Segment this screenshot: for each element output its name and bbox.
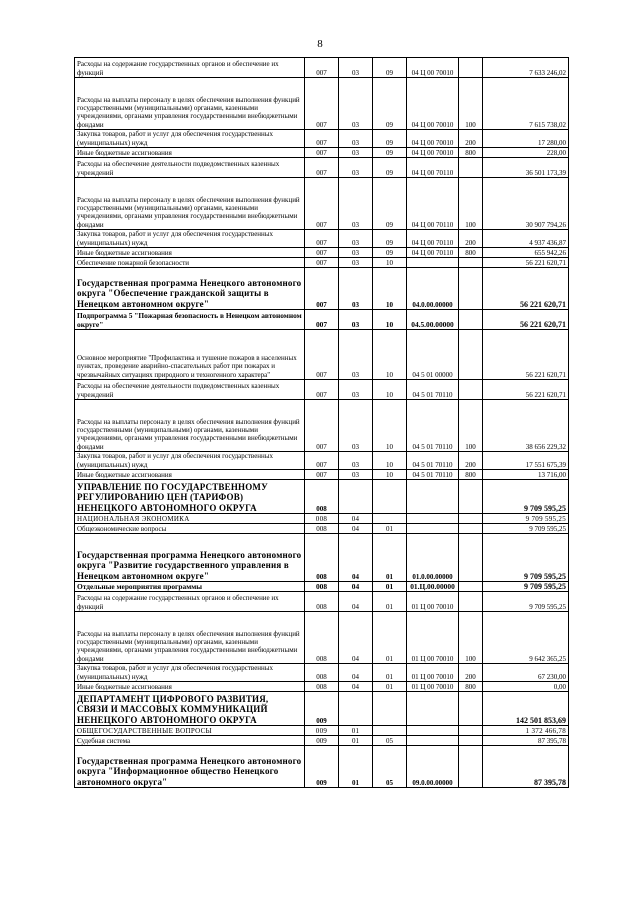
target-article-cell: 04 Ц 00 70110 — [407, 178, 459, 230]
amount-cell: 9 709 595,25 — [483, 524, 569, 534]
ministry-code-cell: 008 — [305, 682, 339, 692]
subsection-code-cell: 01 — [373, 534, 407, 582]
ministry-code-cell: 007 — [305, 452, 339, 470]
section-code-cell: 03 — [339, 178, 373, 230]
ministry-code-cell: 007 — [305, 230, 339, 248]
section-code-cell: 04 — [339, 592, 373, 612]
ministry-code-cell: 007 — [305, 148, 339, 158]
row-name-cell: Расходы на выплаты персоналу в целях обеспечения выполнения функций государственными (муниципальными) органами, казенными учреждениями, органами управления государственными внебюджетными фондами — [75, 612, 305, 664]
target-article-cell — [407, 736, 459, 746]
amount-cell: 87 395,78 — [483, 746, 569, 788]
section-code-cell: 04 — [339, 524, 373, 534]
table-row — [75, 736, 569, 746]
ministry-code-cell: 007 — [305, 400, 339, 452]
row-name-cell: Подпрограмма 5 "Пожарная безопасность в Ненецком автономном округе" — [75, 310, 305, 330]
expense-type-cell: 800 — [459, 148, 483, 158]
row-name-cell: Закупка товаров, работ и услуг для обеспечения государственных (муниципальных) нужд — [75, 230, 305, 248]
expense-type-cell — [459, 746, 483, 788]
table-row — [75, 664, 569, 682]
row-name-cell: УПРАВЛЕНИЕ ПО ГОСУДАРСТВЕННОМУ РЕГУЛИРОВАНИЮ ЦЕН (ТАРИФОВ) НЕНЕЦКОГО АВТОНОМНОГО ОКРУГА — [75, 480, 305, 514]
target-article-cell: 04 5 01 00000 — [407, 330, 459, 380]
amount-cell: 56 221 620,71 — [483, 380, 569, 400]
target-article-cell: 04 Ц 00 70010 — [407, 130, 459, 148]
table-row — [75, 514, 569, 524]
table-row — [75, 682, 569, 692]
table-row — [75, 230, 569, 248]
section-code-cell: 03 — [339, 230, 373, 248]
amount-cell: 142 501 853,69 — [483, 692, 569, 726]
ministry-code-cell: 008 — [305, 534, 339, 582]
expense-type-cell — [459, 310, 483, 330]
expense-type-cell — [459, 524, 483, 534]
amount-cell: 30 907 794,26 — [483, 178, 569, 230]
table-row — [75, 400, 569, 452]
expense-type-cell — [459, 582, 483, 592]
amount-cell: 56 221 620,71 — [483, 258, 569, 268]
amount-cell: 1 372 466,78 — [483, 726, 569, 736]
section-code-cell: 03 — [339, 470, 373, 480]
expense-type-cell — [459, 380, 483, 400]
section-code-cell: 03 — [339, 130, 373, 148]
ministry-code-cell: 007 — [305, 158, 339, 178]
section-code-cell: 03 — [339, 310, 373, 330]
subsection-code-cell: 10 — [373, 330, 407, 380]
table-row — [75, 268, 569, 310]
expense-type-cell: 800 — [459, 248, 483, 258]
amount-cell: 7 633 246,02 — [483, 58, 569, 78]
expense-type-cell — [459, 726, 483, 736]
section-code-cell: 03 — [339, 330, 373, 380]
section-code-cell: 04 — [339, 514, 373, 524]
table-row — [75, 148, 569, 158]
section-code-cell — [339, 692, 373, 726]
subsection-code-cell: 10 — [373, 258, 407, 268]
ministry-code-cell: 008 — [305, 514, 339, 524]
expense-type-cell — [459, 534, 483, 582]
amount-cell: 9 642 365,25 — [483, 612, 569, 664]
ministry-code-cell: 009 — [305, 726, 339, 736]
ministry-code-cell: 007 — [305, 330, 339, 380]
target-article-cell: 01 Ц 00 70010 — [407, 612, 459, 664]
target-article-cell: 04 5 01 70110 — [407, 400, 459, 452]
target-article-cell: 04 Ц 00 70010 — [407, 148, 459, 158]
target-article-cell: 01.0.00.00000 — [407, 534, 459, 582]
row-name-cell: Иные бюджетные ассигнования — [75, 682, 305, 692]
amount-cell: 9 709 595,25 — [483, 534, 569, 582]
table-row — [75, 178, 569, 230]
subsection-code-cell: 10 — [373, 400, 407, 452]
table-row — [75, 480, 569, 514]
table-row — [75, 582, 569, 592]
table-row — [75, 330, 569, 380]
subsection-code-cell: 09 — [373, 148, 407, 158]
subsection-code-cell: 10 — [373, 470, 407, 480]
section-code-cell: 04 — [339, 612, 373, 664]
table-row — [75, 612, 569, 664]
section-code-cell: 04 — [339, 664, 373, 682]
subsection-code-cell: 01 — [373, 592, 407, 612]
ministry-code-cell: 009 — [305, 736, 339, 746]
expense-type-cell: 100 — [459, 612, 483, 664]
subsection-code-cell: 10 — [373, 452, 407, 470]
ministry-code-cell: 007 — [305, 470, 339, 480]
expense-type-cell: 100 — [459, 400, 483, 452]
table-row — [75, 692, 569, 726]
target-article-cell: 01 Ц 00 70010 — [407, 682, 459, 692]
section-code-cell: 03 — [339, 452, 373, 470]
subsection-code-cell: 09 — [373, 78, 407, 130]
target-article-cell — [407, 524, 459, 534]
row-name-cell: Основное мероприятие "Профилактика и тушение пожаров в населенных пунктах, проведение аварийно-спасательных работ при пожарах и чрезвычайных ситуациях природного и техногенного характера" — [75, 330, 305, 380]
section-code-cell: 03 — [339, 78, 373, 130]
subsection-code-cell: 09 — [373, 178, 407, 230]
ministry-code-cell: 007 — [305, 310, 339, 330]
section-code-cell: 04 — [339, 682, 373, 692]
section-code-cell: 03 — [339, 248, 373, 258]
amount-cell: 9 709 595,25 — [483, 480, 569, 514]
table-row — [75, 258, 569, 268]
section-code-cell: 04 — [339, 582, 373, 592]
row-name-cell: Судебная система — [75, 736, 305, 746]
subsection-code-cell: 09 — [373, 58, 407, 78]
target-article-cell: 04 Ц 00 70110 — [407, 248, 459, 258]
table-row — [75, 524, 569, 534]
budget-table — [74, 57, 569, 788]
subsection-code-cell: 10 — [373, 380, 407, 400]
expense-type-cell: 800 — [459, 470, 483, 480]
table-row — [75, 78, 569, 130]
amount-cell: 7 615 738,02 — [483, 78, 569, 130]
section-code-cell: 01 — [339, 736, 373, 746]
target-article-cell: 04 5 01 70110 — [407, 380, 459, 400]
ministry-code-cell: 007 — [305, 58, 339, 78]
section-code-cell — [339, 480, 373, 514]
target-article-cell: 04 Ц 00 70110 — [407, 230, 459, 248]
table-row — [75, 726, 569, 736]
row-name-cell: Общеэкономические вопросы — [75, 524, 305, 534]
table-row — [75, 452, 569, 470]
table-row — [75, 380, 569, 400]
amount-cell: 228,00 — [483, 148, 569, 158]
target-article-cell: 04.5.00.00000 — [407, 310, 459, 330]
subsection-code-cell: 01 — [373, 524, 407, 534]
page-number: 8 — [317, 38, 323, 50]
row-name-cell: Государственная программа Ненецкого автономного округа "Развитие государственного управления в Ненецком автономном округе" — [75, 534, 305, 582]
row-name-cell: Расходы на содержание государственных органов и обеспечение их функций — [75, 592, 305, 612]
row-name-cell: ДЕПАРТАМЕНТ ЦИФРОВОГО РАЗВИТИЯ, СВЯЗИ И МАССОВЫХ КОММУНИКАЦИЙ НЕНЕЦКОГО АВТОНОМНОГО ОКРУГА — [75, 692, 305, 726]
amount-cell: 9 709 595,25 — [483, 582, 569, 592]
ministry-code-cell: 009 — [305, 692, 339, 726]
target-article-cell — [407, 692, 459, 726]
section-code-cell: 03 — [339, 268, 373, 310]
subsection-code-cell: 09 — [373, 158, 407, 178]
expense-type-cell — [459, 692, 483, 726]
row-name-cell: Закупка товаров, работ и услуг для обеспечения государственных (муниципальных) нужд — [75, 664, 305, 682]
target-article-cell — [407, 726, 459, 736]
table-body — [75, 58, 569, 788]
ministry-code-cell: 008 — [305, 612, 339, 664]
expense-type-cell — [459, 330, 483, 380]
row-name-cell: ОБЩЕГОСУДАРСТВЕННЫЕ ВОПРОСЫ — [75, 726, 305, 736]
row-name-cell: Отдельные мероприятия программы — [75, 582, 305, 592]
row-name-cell: Государственная программа Ненецкого автономного округа "Обеспечение гражданской защиты в Ненецком автономном округе" — [75, 268, 305, 310]
expense-type-cell: 200 — [459, 130, 483, 148]
amount-cell: 9 709 595,25 — [483, 514, 569, 524]
amount-cell: 9 709 595,25 — [483, 592, 569, 612]
section-code-cell: 03 — [339, 380, 373, 400]
subsection-code-cell: 01 — [373, 682, 407, 692]
amount-cell: 56 221 620,71 — [483, 330, 569, 380]
subsection-code-cell: 10 — [373, 268, 407, 310]
target-article-cell: 04 Ц 00 70010 — [407, 78, 459, 130]
table-row — [75, 592, 569, 612]
table-row — [75, 158, 569, 178]
subsection-code-cell: 05 — [373, 736, 407, 746]
ministry-code-cell: 008 — [305, 664, 339, 682]
table-row — [75, 58, 569, 78]
section-code-cell: 03 — [339, 400, 373, 452]
ministry-code-cell: 007 — [305, 78, 339, 130]
section-code-cell: 03 — [339, 58, 373, 78]
expense-type-cell: 200 — [459, 664, 483, 682]
subsection-code-cell: 01 — [373, 612, 407, 664]
amount-cell: 87 395,78 — [483, 736, 569, 746]
subsection-code-cell: 09 — [373, 248, 407, 258]
section-code-cell: 03 — [339, 158, 373, 178]
target-article-cell — [407, 258, 459, 268]
amount-cell: 38 656 229,32 — [483, 400, 569, 452]
target-article-cell: 04 Ц 00 70110 — [407, 158, 459, 178]
ministry-code-cell: 008 — [305, 524, 339, 534]
subsection-code-cell — [373, 514, 407, 524]
ministry-code-cell: 008 — [305, 592, 339, 612]
subsection-code-cell — [373, 692, 407, 726]
row-name-cell: Иные бюджетные ассигнования — [75, 148, 305, 158]
amount-cell: 13 716,00 — [483, 470, 569, 480]
ministry-code-cell: 007 — [305, 258, 339, 268]
target-article-cell: 09.0.00.00000 — [407, 746, 459, 788]
row-name-cell: НАЦИОНАЛЬНАЯ ЭКОНОМИКА — [75, 514, 305, 524]
row-name-cell: Обеспечение пожарной безопасности — [75, 258, 305, 268]
row-name-cell: Иные бюджетные ассигнования — [75, 248, 305, 258]
amount-cell: 67 230,00 — [483, 664, 569, 682]
section-code-cell: 01 — [339, 746, 373, 788]
subsection-code-cell: 01 — [373, 582, 407, 592]
table-row — [75, 248, 569, 258]
subsection-code-cell — [373, 726, 407, 736]
subsection-code-cell: 10 — [373, 310, 407, 330]
table-row — [75, 746, 569, 788]
row-name-cell: Расходы на выплаты персоналу в целях обеспечения выполнения функций государственными (муниципальными) органами, казенными учреждениями, органами управления государственными внебюджетными фондами — [75, 178, 305, 230]
target-article-cell: 01 Ц 00 70010 — [407, 664, 459, 682]
expense-type-cell: 100 — [459, 178, 483, 230]
row-name-cell: Государственная программа Ненецкого автономного округа "Информационное общество Ненецкого автономного округа" — [75, 746, 305, 788]
subsection-code-cell: 01 — [373, 664, 407, 682]
expense-type-cell — [459, 480, 483, 514]
row-name-cell: Расходы на содержание государственных органов и обеспечение их функций — [75, 58, 305, 78]
amount-cell: 56 221 620,71 — [483, 268, 569, 310]
ministry-code-cell: 007 — [305, 380, 339, 400]
row-name-cell: Закупка товаров, работ и услуг для обеспечения государственных (муниципальных) нужд — [75, 452, 305, 470]
ministry-code-cell: 007 — [305, 130, 339, 148]
row-name-cell: Расходы на выплаты персоналу в целях обеспечения выполнения функций государственными (муниципальными) органами, казенными учреждениями, органами управления государственными внебюджетными фондами — [75, 400, 305, 452]
amount-cell: 4 937 436,87 — [483, 230, 569, 248]
amount-cell: 0,00 — [483, 682, 569, 692]
subsection-code-cell — [373, 480, 407, 514]
target-article-cell: 04 Ц 00 70010 — [407, 58, 459, 78]
expense-type-cell: 200 — [459, 452, 483, 470]
table-row — [75, 470, 569, 480]
expense-type-cell — [459, 258, 483, 268]
table-row — [75, 534, 569, 582]
row-name-cell: Расходы на выплаты персоналу в целях обеспечения выполнения функций государственными (муниципальными) органами, казенными учреждениями, органами управления государственными внебюджетными фондами — [75, 78, 305, 130]
section-code-cell: 03 — [339, 148, 373, 158]
amount-cell: 655 942,26 — [483, 248, 569, 258]
section-code-cell: 03 — [339, 258, 373, 268]
ministry-code-cell: 008 — [305, 480, 339, 514]
expense-type-cell — [459, 514, 483, 524]
row-name-cell: Закупка товаров, работ и услуг для обеспечения государственных (муниципальных) нужд — [75, 130, 305, 148]
target-article-cell: 04 5 01 70110 — [407, 470, 459, 480]
expense-type-cell: 200 — [459, 230, 483, 248]
expense-type-cell: 800 — [459, 682, 483, 692]
amount-cell: 17 280,00 — [483, 130, 569, 148]
section-code-cell: 01 — [339, 726, 373, 736]
table-row — [75, 130, 569, 148]
target-article-cell: 01 Ц 00 70010 — [407, 592, 459, 612]
amount-cell: 36 501 173,39 — [483, 158, 569, 178]
table-row — [75, 310, 569, 330]
expense-type-cell — [459, 268, 483, 310]
subsection-code-cell: 09 — [373, 230, 407, 248]
ministry-code-cell: 007 — [305, 248, 339, 258]
row-name-cell: Расходы на обеспечение деятельности подведомственных казенных учреждений — [75, 158, 305, 178]
expense-type-cell — [459, 592, 483, 612]
expense-type-cell — [459, 58, 483, 78]
target-article-cell — [407, 514, 459, 524]
subsection-code-cell: 09 — [373, 130, 407, 148]
expense-type-cell: 100 — [459, 78, 483, 130]
row-name-cell: Иные бюджетные ассигнования — [75, 470, 305, 480]
target-article-cell: 04 5 01 70110 — [407, 452, 459, 470]
expense-type-cell — [459, 158, 483, 178]
subsection-code-cell: 05 — [373, 746, 407, 788]
ministry-code-cell: 007 — [305, 268, 339, 310]
target-article-cell — [407, 480, 459, 514]
row-name-cell: Расходы на обеспечение деятельности подведомственных казенных учреждений — [75, 380, 305, 400]
section-code-cell: 04 — [339, 534, 373, 582]
ministry-code-cell: 009 — [305, 746, 339, 788]
target-article-cell: 04.0.00.00000 — [407, 268, 459, 310]
ministry-code-cell: 008 — [305, 582, 339, 592]
target-article-cell: 01.Ц.00.00000 — [407, 582, 459, 592]
ministry-code-cell: 007 — [305, 178, 339, 230]
amount-cell: 17 551 675,39 — [483, 452, 569, 470]
expense-type-cell — [459, 736, 483, 746]
amount-cell: 56 221 620,71 — [483, 310, 569, 330]
